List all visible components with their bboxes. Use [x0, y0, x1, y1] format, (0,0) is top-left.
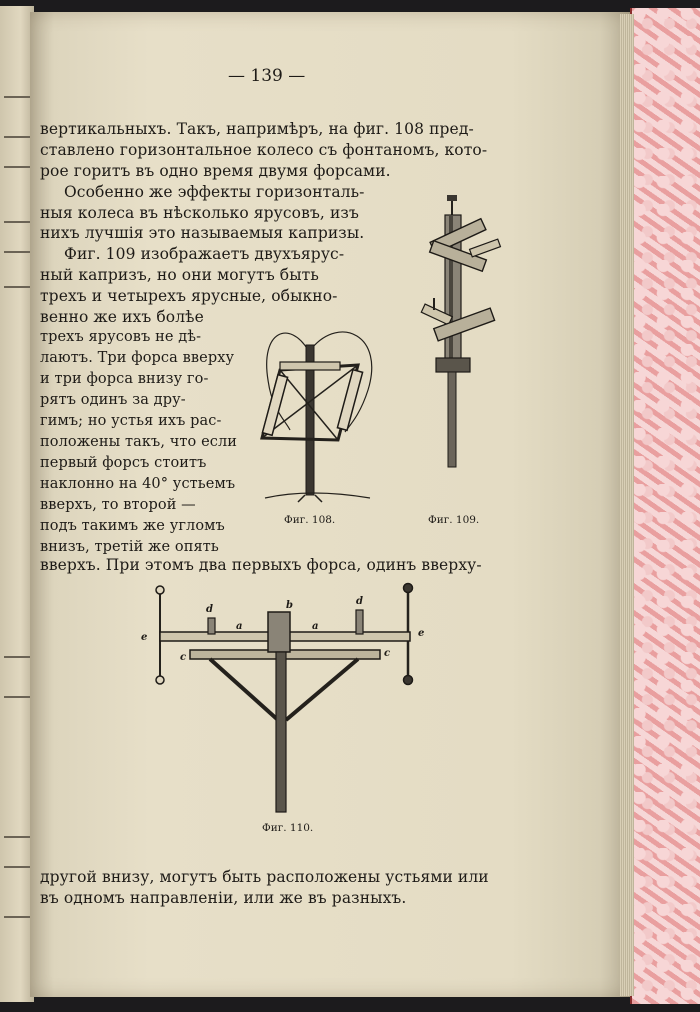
text-line: подъ такимъ же угломъ — [40, 518, 225, 534]
text-line: вертикальныхъ. Такъ, напримѣръ, на фиг. 108 пред- — [40, 120, 474, 138]
label-a-left: a — [236, 621, 243, 632]
figure-108-horizontal-wheel — [250, 320, 380, 505]
text-line: наклонно на 40° устьемъ — [40, 476, 236, 492]
text-line: венно же ихъ болѣе — [40, 308, 204, 326]
label-c-right: c — [384, 648, 391, 659]
book-cover-edge — [630, 8, 700, 1004]
figure-110-frame-diagram — [140, 580, 440, 815]
label-d-left: d — [206, 604, 213, 615]
text-line: трехъ ярусовъ не дѣ- — [40, 329, 202, 345]
text-line: вверхъ. При этомъ два первыхъ форса, одинъ вверху- — [40, 556, 482, 574]
text-line: первый форсъ стоитъ — [40, 455, 207, 471]
label-a-right: a — [312, 621, 319, 632]
text-line: въ одномъ направленіи, или же въ разныхъ. — [40, 889, 407, 907]
page-number: — 139 — — [228, 66, 306, 86]
label-e-right: e — [418, 628, 425, 639]
text-line: другой внизу, могутъ быть расположены устьями или — [40, 868, 489, 886]
text-line: рятъ одинъ за дру- — [40, 392, 186, 408]
text-line: ставлено горизонтальное колесо съ фонтаномъ, кото- — [40, 141, 488, 159]
text-line: рое горитъ въ одно время двумя форсами. — [40, 162, 391, 180]
label-e-left: e — [141, 632, 148, 643]
figure-108-caption: Фиг. 108. — [284, 514, 336, 526]
text-line: положены такъ, что если — [40, 434, 238, 450]
text-line: вверхъ, то второй — — [40, 497, 196, 513]
label-d-right: d — [356, 596, 363, 607]
label-b: b — [286, 600, 293, 611]
text-line: гимъ; но устья ихъ рас- — [40, 413, 222, 429]
page-block-edge — [620, 14, 634, 996]
figure-109-two-tier-caprice — [412, 190, 512, 470]
left-page-edge — [0, 6, 34, 1002]
figure-110-caption: Фиг. 110. — [262, 822, 314, 834]
figure-109-caption: Фиг. 109. — [428, 514, 480, 526]
text-line: Фиг. 109 изображаетъ двухъярус- — [64, 245, 345, 263]
label-c-left: c — [180, 652, 187, 663]
text-line: Особенно же эффекты горизонталь- — [64, 183, 365, 201]
text-line: трехъ и четырехъ ярусные, обыкно- — [40, 287, 338, 305]
text-line: нихъ лучшія это называемыя капризы. — [40, 224, 365, 242]
text-line: и три форса внизу го- — [40, 371, 209, 387]
text-line: внизъ, третій же опять — [40, 539, 219, 555]
text-line: ныя колеса въ нѣсколько ярусовъ, изъ — [40, 204, 359, 222]
text-line: ный капризъ, но они могутъ быть — [40, 266, 319, 284]
text-line: лаютъ. Три форса вверху — [40, 350, 235, 366]
